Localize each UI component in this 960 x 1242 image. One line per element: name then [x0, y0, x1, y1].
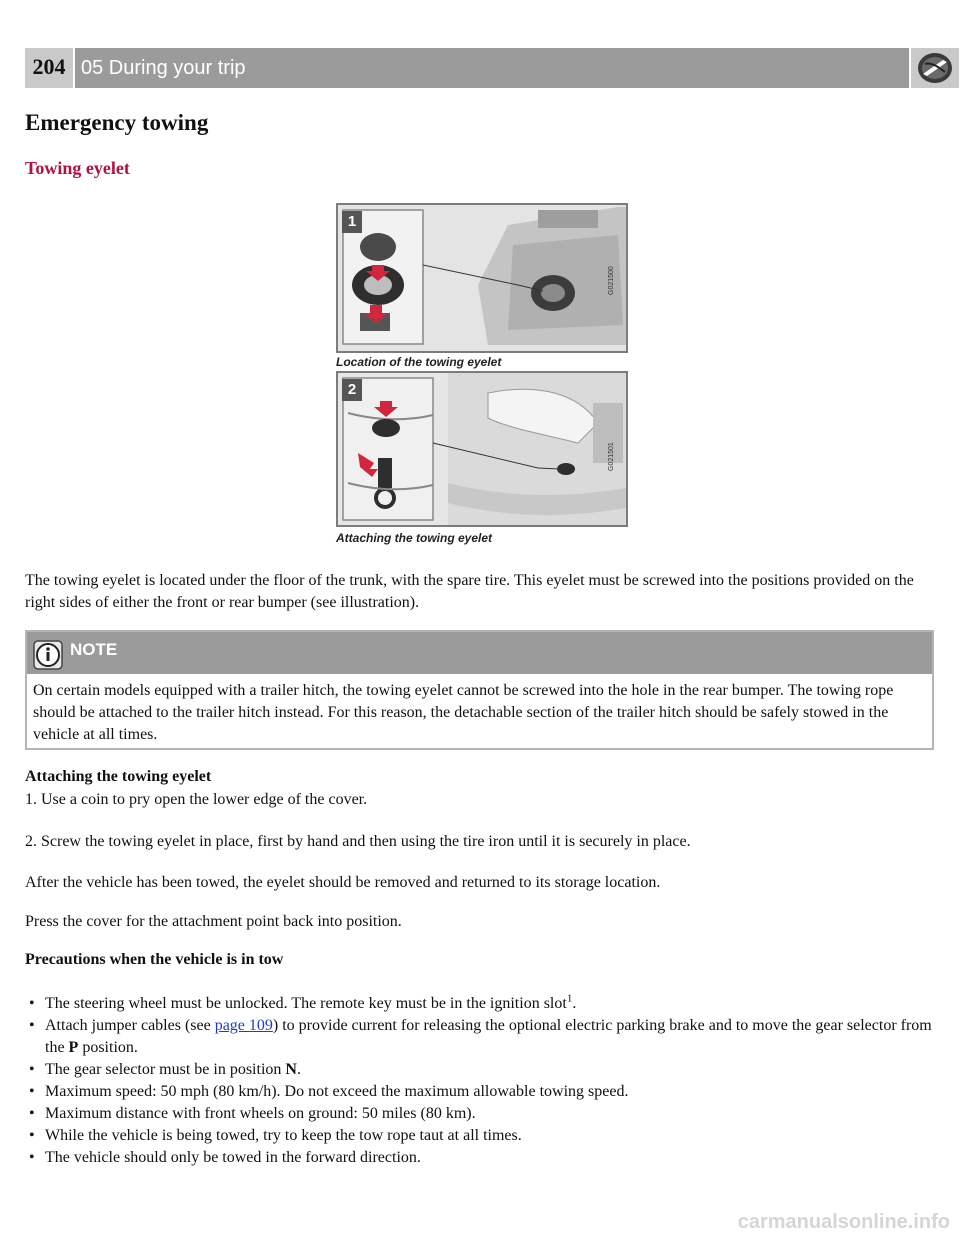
list-item: • The vehicle should only be towed in the forward direction.	[29, 1149, 421, 1166]
list-item: • The gear selector must be in position N.	[29, 1061, 301, 1078]
towing-eyelet-figure	[336, 203, 628, 548]
list-item: • While the vehicle is being towed, try to keep the tow rope taut at all times.	[29, 1127, 522, 1144]
page-header	[25, 48, 933, 88]
attaching-title: Attaching the towing eyelet	[25, 768, 212, 785]
list-item: • Maximum distance with front wheels on ground: 50 miles (80 km).	[29, 1105, 476, 1122]
step-2: 2. Screw the towing eyelet in place, first by hand and then using the tire iron until it is securely in place.	[25, 833, 691, 850]
chapter-logo-icon	[911, 48, 959, 88]
step-1: 1. Use a coin to pry open the lower edge of the cover.	[25, 791, 368, 808]
figure-panel-attaching	[336, 371, 628, 527]
panel-code-1: G021500	[608, 266, 615, 295]
panel-code-2: G021501	[608, 442, 615, 471]
note-box	[25, 630, 934, 750]
intro-paragraph: The towing eyelet is located under the floor of the trunk, with the spare tire. This eyelet must be screwed into the positions provided on the right sides of either the front or rear bumper (see illustration).	[25, 572, 914, 611]
precautions-list	[25, 993, 935, 1169]
caption-location: Location of the towing eyelet	[336, 355, 502, 369]
list-item: • Attach jumper cables (see page 109) to provide current for releasing the optional electric parking brake and to move the gear selector from the P position.	[29, 1017, 932, 1056]
note-text: On certain models equipped with a trailer hitch, the towing eyelet cannot be screwed into the hole in the rear bumper. The towing rope should be attached to the trailer hitch instead. For this reason, the detachable section of the trailer hitch should be safely stowed in the vehicle at all times.	[33, 682, 894, 743]
page-number: 204	[25, 48, 73, 88]
figure-panel-location	[336, 203, 628, 353]
panel-number-2: 2	[342, 379, 362, 401]
info-icon	[33, 640, 63, 675]
note-header	[27, 632, 932, 674]
watermark: carmanualsonline.info	[737, 1211, 950, 1233]
precautions-title: Precautions when the vehicle is in tow	[25, 951, 284, 968]
caption-attaching: Attaching the towing eyelet	[336, 531, 493, 545]
chapter-title: 05 During your trip	[75, 48, 909, 88]
press-cover-text: Press the cover for the attachment point back into position.	[25, 913, 402, 930]
note-label: NOTE	[70, 640, 118, 659]
section-subtitle: Towing eyelet	[25, 158, 130, 178]
page-109-link[interactable]: page 109	[214, 1017, 273, 1034]
after-towing-text: After the vehicle has been towed, the eyelet should be removed and returned to its storage location.	[25, 874, 661, 891]
list-item: • The steering wheel must be unlocked. The remote key must be in the ignition slot$^1$.	[29, 992, 577, 1012]
panel-number-1: 1	[342, 211, 362, 233]
page-title: Emergency towing	[25, 110, 209, 135]
footnote-ref: 1	[566, 992, 573, 1005]
list-item: • Maximum speed: 50 mph (80 km/h). Do not exceed the maximum allowable towing speed.	[29, 1083, 629, 1100]
